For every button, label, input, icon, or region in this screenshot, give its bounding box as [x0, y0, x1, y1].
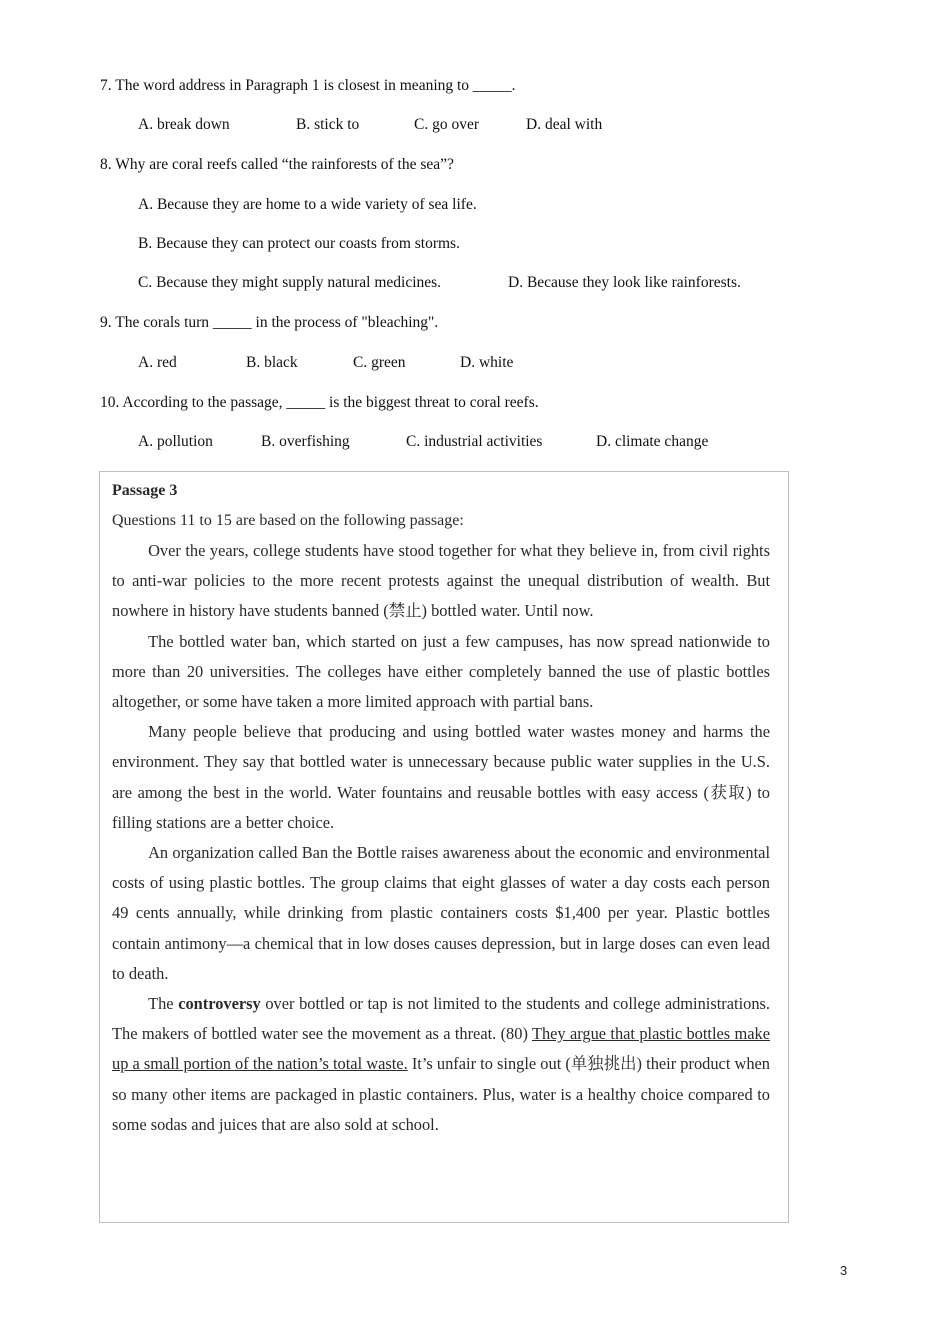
q10-option-c: C. industrial activities — [406, 433, 543, 450]
passage-paragraph-2: The bottled water ban, which started on just a few campuses, has now spread nationwide to more than 20 universities. The colleges have either completely banned the use of plastic bottles altogether, or some have taken a more limited approach with partial bans. — [112, 631, 770, 712]
q9-option-c: C. green — [353, 354, 406, 371]
q7-option-b: B. stick to — [296, 116, 360, 133]
q9-option-b: B. black — [246, 354, 298, 371]
question-10-stem: 10. According to the passage, _____ is the biggest threat to coral reefs. — [100, 394, 539, 411]
q8-option-d: D. Because they look like rainforests. — [508, 274, 741, 291]
q9-option-a: A. red — [138, 354, 177, 371]
q7-option-d: D. deal with — [526, 116, 603, 133]
q7-option-c: C. go over — [414, 116, 480, 133]
p5-underlined-sentence: They argue that plastic bottles make up a small portion of the nation’s total waste. — [112, 1024, 770, 1074]
passage-paragraph-1: Over the years, college students have stood together for what they believe in, from civil rights to anti-war policies to the more recent protests against the unequal distribution of wealth. But nowhere in history have students banned (禁止) bottled water. Until now. — [112, 541, 770, 621]
passage-title: Passage 3 — [112, 482, 178, 499]
question-9-stem: 9. The corals turn _____ in the process of "bleaching". — [100, 314, 439, 331]
passage-subtitle: Questions 11 to 15 are based on the following passage: — [112, 512, 464, 529]
q10-option-b: B. overfishing — [261, 433, 350, 450]
p5-bold-word: controversy — [178, 994, 261, 1014]
question-7-stem: 7. The word address in Paragraph 1 is closest in meaning to _____. — [100, 77, 516, 94]
p5-text-before: The — [148, 994, 179, 1014]
q8-option-b: B. Because they can protect our coasts from storms. — [138, 235, 460, 252]
q10-option-a: A. pollution — [138, 433, 213, 450]
q10-option-d: D. climate change — [596, 433, 709, 450]
p5-text-middle: over bottled or tap is not limited to the students and college administrations. The makers of bottled water see the movement as a threat. (80) — [112, 994, 770, 1044]
passage-paragraph-5 — [112, 989, 770, 1140]
passage-3-box — [99, 471, 789, 1223]
q9-option-d: D. white — [460, 354, 514, 371]
passage-paragraph-4: An organization called Ban the Bottle raises awareness about the economic and environmental costs of using plastic bottles. The group claims that eight glasses of water a day costs each person 49 cents annually, while drinking from plastic containers costs $1,400 per year. Plastic bottles contain antimony—a chemical that in low doses causes depression, but in large doses can even lead to death. — [112, 843, 770, 983]
passage-paragraph-3: Many people believe that producing and using bottled water wastes money and harms the environment. They say that bottled water is unnecessary because public water supplies in the U.S. are among the best in the world. Water fountains and reusable bottles with easy access (获取) to filling stations are a better choice. — [112, 722, 770, 832]
page-number: 3 — [840, 1263, 848, 1278]
passage-3-content — [112, 476, 770, 1140]
question-8-stem: 8. Why are coral reefs called “the rainforests of the sea”? — [100, 156, 454, 173]
q7-option-a: A. break down — [138, 116, 230, 133]
p5-text-after: It’s unfair to single out (单独挑出) their product when so many other items are packaged in plastic containers. Plus, water is a healthy choice compared to some sodas and juices that are also sold at school. — [112, 1054, 771, 1134]
q8-option-c: C. Because they might supply natural medicines. — [138, 274, 442, 291]
q8-option-a: A. Because they are home to a wide variety of sea life. — [138, 196, 477, 213]
